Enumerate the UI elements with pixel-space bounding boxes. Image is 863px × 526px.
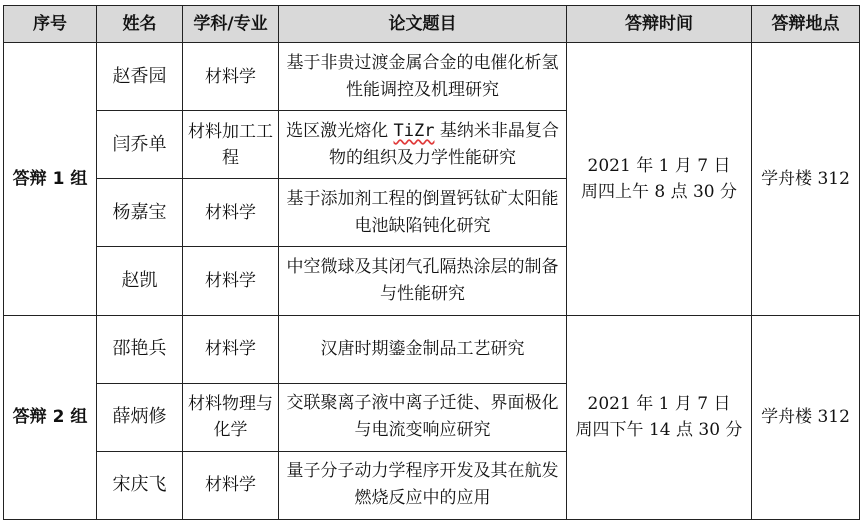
defense-place: 学舟楼 312 bbox=[752, 315, 860, 519]
student-name: 宋庆飞 bbox=[97, 451, 183, 519]
header-seq: 序号 bbox=[4, 6, 97, 43]
thesis-title: 量子分子动力学程序开发及其在航发燃烧反应中的应用 bbox=[279, 451, 567, 519]
defense-hour: 周四上午 8 点 30 分 bbox=[580, 181, 738, 202]
thesis-title-part: 基纳米非晶复合物的组织及力学性能研究 bbox=[329, 120, 559, 168]
student-name: 薛炳修 bbox=[97, 383, 183, 451]
header-title: 论文题目 bbox=[279, 6, 567, 43]
defense-place: 学舟楼 312 bbox=[752, 43, 860, 316]
defense-schedule-table bbox=[3, 5, 860, 520]
thesis-title: 基于添加剂工程的倒置钙钛矿太阳能电池缺陷钝化研究 bbox=[279, 179, 567, 247]
student-name: 闫乔单 bbox=[97, 111, 183, 179]
header-time: 答辩时间 bbox=[567, 6, 752, 43]
table-row bbox=[4, 43, 860, 111]
student-name: 杨嘉宝 bbox=[97, 179, 183, 247]
student-major: 材料学 bbox=[183, 451, 279, 519]
student-name: 赵凯 bbox=[97, 247, 183, 315]
student-major: 材料加工工程 bbox=[183, 111, 279, 179]
thesis-title-code: TiZr bbox=[393, 120, 435, 141]
thesis-title-part: 选区激光熔化 bbox=[286, 120, 394, 141]
thesis-title: 交联聚离子液中离子迁徙、界面极化与电流变响应研究 bbox=[279, 383, 567, 451]
defense-time bbox=[567, 43, 752, 316]
thesis-title: 汉唐时期鎏金制品工艺研究 bbox=[279, 315, 567, 383]
defense-hour: 周四下午 14 点 30 分 bbox=[575, 420, 743, 441]
thesis-title: 基于非贵过渡金属合金的电催化析氢性能调控及机理研究 bbox=[279, 43, 567, 111]
group-label: 答辩 1 组 bbox=[4, 43, 97, 316]
group-label: 答辩 2 组 bbox=[4, 315, 97, 519]
student-major: 材料学 bbox=[183, 247, 279, 315]
header-place: 答辩地点 bbox=[752, 6, 860, 43]
student-major: 材料物理与化学 bbox=[183, 383, 279, 451]
student-major: 材料学 bbox=[183, 43, 279, 111]
thesis-title: 中空微球及其闭气孔隔热涂层的制备与性能研究 bbox=[279, 247, 567, 315]
student-name: 赵香园 bbox=[97, 43, 183, 111]
student-major: 材料学 bbox=[183, 315, 279, 383]
defense-date: 2021 年 1 月 7 日 bbox=[587, 394, 731, 415]
thesis-title bbox=[279, 111, 567, 179]
defense-time bbox=[567, 315, 752, 519]
header-row bbox=[4, 6, 860, 43]
header-major: 学科/专业 bbox=[183, 6, 279, 43]
defense-date: 2021 年 1 月 7 日 bbox=[587, 155, 731, 176]
table-row bbox=[4, 315, 860, 383]
header-name: 姓名 bbox=[97, 6, 183, 43]
student-name: 邵艳兵 bbox=[97, 315, 183, 383]
student-major: 材料学 bbox=[183, 179, 279, 247]
